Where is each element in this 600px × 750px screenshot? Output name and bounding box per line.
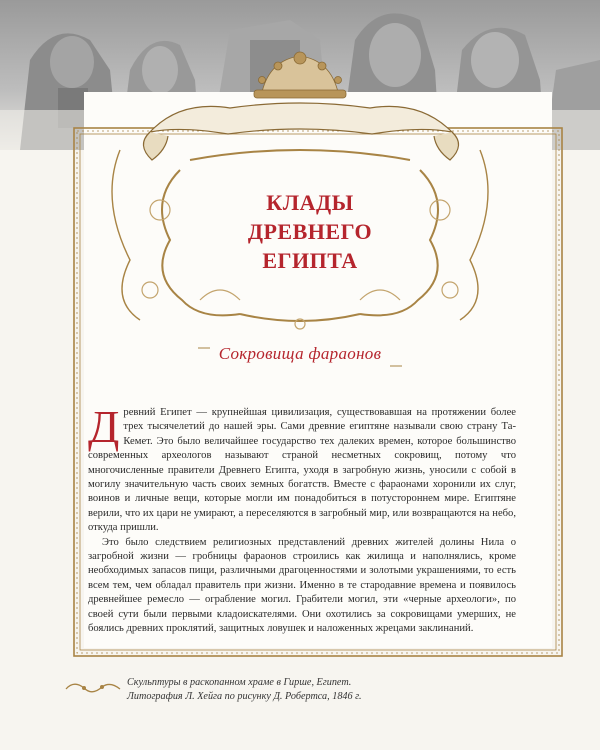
- caption-line-2: Литография Л. Хейга по рисунку Д. Робертса, 1846 г.: [127, 691, 362, 702]
- paragraph-2: Это было следствием религиозных представлений древних жителей долины Нила о загробной жизни — гробницы фараонов строились как жилища и наполнялись, кроме необходимых запасов пищи, различными драгоценностями и золотыми украшениями, то есть всем тем, чем обладал правитель при жизни. Именно в те стародавние времена и появилось древнейшее ремесло — ограбление могил. Грабители могил, эти «черные археологи», по своей сути были первыми кладоискателями. Они охотились за сокровищами умерших, не боялись древних проклятий, защитных ловушек и наложенных жрецами заклинаний.: [88, 536, 516, 635]
- article-body: [88, 401, 516, 637]
- paragraph-1-text: ревний Египет — крупнейшая цивилизация, существовавшая на протяжении более трех тысячелетий до нашей эры. Сами древние египтяне называли свою страну Та-Кемет. Это было величайшее государство тех далеких времен, которое большинство современных археологов называют страной несметных сокровищ, потому что многочисленные правители Древнего Египта, уходя в загробную жизнь, уносили с собой в могилу значительную часть своих земных богатств. Вместе с фараонами хоронили их слуг, воинов и личные вещи, которые могли им понадобиться в потустороннем мире. Египтяне верили, что их цари не умирают, а переселяются в загробный мир, или возвращаются на небо, откуда пришли.: [88, 407, 516, 534]
- page-title-line1: КЛАДЫ: [266, 190, 354, 215]
- page-title-line2: ДРЕВНЕГО ЕГИПТА: [247, 219, 373, 273]
- caption-line-1: Скульптуры в раскопанном храме в Гирше, Египет.: [127, 677, 352, 688]
- caption-ornament-icon: [64, 678, 122, 700]
- image-caption: [127, 676, 487, 704]
- page-title: [210, 188, 410, 275]
- paragraph-1: [88, 401, 516, 536]
- section-subtitle: Сокровища фараонов: [218, 344, 382, 363]
- drop-cap: Д: [88, 401, 120, 452]
